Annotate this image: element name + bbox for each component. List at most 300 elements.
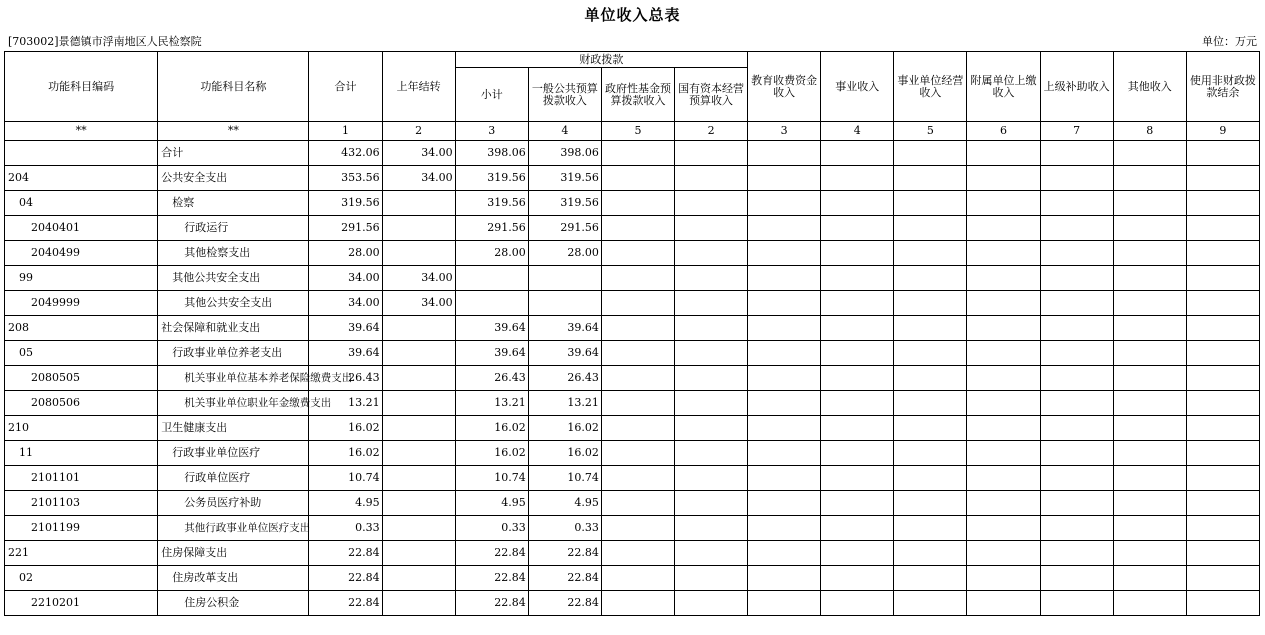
cell-carryover: 34.00 — [382, 141, 455, 166]
cell-empty — [675, 566, 748, 591]
cell-empty — [1113, 591, 1186, 616]
cell-func-name: 合计 — [158, 141, 309, 166]
table-row — [5, 591, 1260, 616]
index-cell: 5 — [894, 122, 967, 141]
cell-func-code: 2049999 — [5, 291, 158, 316]
cell-subtotal: 39.64 — [455, 341, 528, 366]
cell-subtotal: 319.56 — [455, 191, 528, 216]
cell-func-code: 2210201 — [5, 591, 158, 616]
cell-empty — [748, 591, 821, 616]
table-row — [5, 416, 1260, 441]
index-cell: 2 — [675, 122, 748, 141]
cell-empty — [967, 591, 1040, 616]
header-business-operation: 事业单位经营收入 — [894, 52, 967, 122]
cell-empty — [821, 266, 894, 291]
cell-empty — [967, 516, 1040, 541]
cell-general-budget: 22.84 — [528, 541, 601, 566]
cell-empty — [1186, 391, 1259, 416]
cell-empty — [748, 266, 821, 291]
cell-empty — [1113, 416, 1186, 441]
cell-func-name: 社会保障和就业支出 — [158, 316, 309, 341]
cell-subtotal: 16.02 — [455, 416, 528, 441]
cell-empty — [601, 141, 674, 166]
cell-empty — [675, 191, 748, 216]
index-cell: 3 — [455, 122, 528, 141]
cell-empty — [1186, 266, 1259, 291]
cell-func-name: 其他行政事业单位医疗支出 — [158, 516, 309, 541]
table-row — [5, 466, 1260, 491]
cell-empty — [748, 416, 821, 441]
cell-empty — [967, 141, 1040, 166]
cell-empty — [675, 216, 748, 241]
cell-empty — [821, 466, 894, 491]
cell-empty — [1186, 491, 1259, 516]
cell-func-code: 2040401 — [5, 216, 158, 241]
cell-empty — [894, 341, 967, 366]
cell-empty — [821, 141, 894, 166]
cell-func-code: 204 — [5, 166, 158, 191]
cell-empty — [894, 441, 967, 466]
header-non-fiscal-balance: 使用非财政拨款结余 — [1186, 52, 1259, 122]
cell-func-name: 卫生健康支出 — [158, 416, 309, 441]
cell-general-budget: 39.64 — [528, 341, 601, 366]
cell-total: 34.00 — [309, 266, 382, 291]
cell-empty — [1040, 141, 1113, 166]
cell-empty — [748, 291, 821, 316]
cell-carryover — [382, 341, 455, 366]
cell-empty — [821, 366, 894, 391]
cell-subtotal: 10.74 — [455, 466, 528, 491]
cell-empty — [967, 341, 1040, 366]
cell-general-budget: 22.84 — [528, 566, 601, 591]
cell-empty — [894, 491, 967, 516]
cell-empty — [1186, 566, 1259, 591]
table-row — [5, 316, 1260, 341]
cell-empty — [1113, 391, 1186, 416]
header-other: 其他收入 — [1113, 52, 1186, 122]
cell-total: 22.84 — [309, 566, 382, 591]
table-row — [5, 391, 1260, 416]
cell-general-budget: 16.02 — [528, 441, 601, 466]
cell-subtotal — [455, 266, 528, 291]
cell-carryover: 34.00 — [382, 166, 455, 191]
index-cell: 4 — [821, 122, 894, 141]
header-affiliated: 附属单位上缴收入 — [967, 52, 1040, 122]
cell-total: 39.64 — [309, 316, 382, 341]
cell-empty — [821, 341, 894, 366]
table-row — [5, 366, 1260, 391]
cell-empty — [1113, 491, 1186, 516]
cell-empty — [967, 466, 1040, 491]
cell-empty — [1113, 316, 1186, 341]
cell-carryover — [382, 391, 455, 416]
header-func-name: 功能科目名称 — [158, 52, 309, 122]
income-summary-table — [4, 51, 1260, 616]
cell-carryover — [382, 241, 455, 266]
cell-general-budget: 319.56 — [528, 166, 601, 191]
cell-func-code — [5, 141, 158, 166]
cell-empty — [967, 316, 1040, 341]
cell-func-name: 行政单位医疗 — [158, 466, 309, 491]
cell-general-budget: 26.43 — [528, 366, 601, 391]
header-edu-fee: 教育收费资金收入 — [748, 52, 821, 122]
cell-empty — [894, 566, 967, 591]
cell-empty — [967, 566, 1040, 591]
index-cell: 3 — [748, 122, 821, 141]
cell-empty — [675, 291, 748, 316]
cell-empty — [821, 291, 894, 316]
cell-empty — [1186, 366, 1259, 391]
cell-empty — [1040, 591, 1113, 616]
cell-empty — [1040, 541, 1113, 566]
cell-empty — [821, 191, 894, 216]
index-cell: 1 — [309, 122, 382, 141]
index-cell: 6 — [967, 122, 1040, 141]
cell-func-name: 机关事业单位职业年金缴费支出 — [158, 391, 309, 416]
table-row — [5, 266, 1260, 291]
index-cell: 2 — [382, 122, 455, 141]
cell-total: 10.74 — [309, 466, 382, 491]
cell-func-name: 公共安全支出 — [158, 166, 309, 191]
cell-empty — [601, 366, 674, 391]
cell-total: 39.64 — [309, 341, 382, 366]
cell-subtotal: 319.56 — [455, 166, 528, 191]
cell-empty — [748, 191, 821, 216]
cell-func-code: 2080506 — [5, 391, 158, 416]
cell-empty — [1040, 291, 1113, 316]
cell-carryover — [382, 216, 455, 241]
cell-empty — [601, 516, 674, 541]
cell-empty — [675, 491, 748, 516]
cell-empty — [675, 466, 748, 491]
cell-func-name: 其他检察支出 — [158, 241, 309, 266]
cell-empty — [601, 291, 674, 316]
header-fiscal-group: 财政拨款 — [455, 52, 747, 68]
cell-empty — [675, 166, 748, 191]
cell-empty — [675, 366, 748, 391]
cell-func-code: 2080505 — [5, 366, 158, 391]
table-row — [5, 166, 1260, 191]
cell-empty — [748, 166, 821, 191]
cell-subtotal: 291.56 — [455, 216, 528, 241]
cell-func-code: 04 — [5, 191, 158, 216]
cell-empty — [1040, 391, 1113, 416]
cell-carryover: 34.00 — [382, 266, 455, 291]
cell-empty — [1186, 166, 1259, 191]
cell-empty — [601, 491, 674, 516]
cell-func-name: 其他公共安全支出 — [158, 266, 309, 291]
index-cell: 7 — [1040, 122, 1113, 141]
cell-empty — [1186, 466, 1259, 491]
cell-general-budget — [528, 266, 601, 291]
cell-empty — [748, 491, 821, 516]
cell-empty — [601, 166, 674, 191]
cell-empty — [894, 591, 967, 616]
header-total: 合计 — [309, 52, 382, 122]
cell-empty — [1186, 316, 1259, 341]
cell-empty — [821, 166, 894, 191]
cell-subtotal: 26.43 — [455, 366, 528, 391]
cell-empty — [967, 266, 1040, 291]
cell-general-budget: 4.95 — [528, 491, 601, 516]
cell-empty — [601, 191, 674, 216]
cell-empty — [1186, 141, 1259, 166]
cell-func-code: 2101199 — [5, 516, 158, 541]
cell-empty — [1186, 416, 1259, 441]
cell-empty — [675, 391, 748, 416]
cell-empty — [601, 416, 674, 441]
cell-subtotal: 0.33 — [455, 516, 528, 541]
cell-empty — [748, 541, 821, 566]
cell-func-name: 机关事业单位基本养老保险缴费支出 — [158, 366, 309, 391]
cell-subtotal: 28.00 — [455, 241, 528, 266]
table-row — [5, 491, 1260, 516]
cell-subtotal: 22.84 — [455, 566, 528, 591]
cell-subtotal: 39.64 — [455, 316, 528, 341]
cell-carryover — [382, 591, 455, 616]
cell-empty — [601, 441, 674, 466]
cell-carryover — [382, 491, 455, 516]
cell-empty — [821, 566, 894, 591]
cell-total: 28.00 — [309, 241, 382, 266]
cell-subtotal: 398.06 — [455, 141, 528, 166]
cell-carryover — [382, 516, 455, 541]
header-superior-subsidy: 上级补助收入 — [1040, 52, 1113, 122]
cell-empty — [601, 466, 674, 491]
cell-empty — [1113, 566, 1186, 591]
cell-carryover — [382, 416, 455, 441]
cell-empty — [821, 441, 894, 466]
header-business: 事业收入 — [821, 52, 894, 122]
cell-func-name: 公务员医疗补助 — [158, 491, 309, 516]
cell-total: 353.56 — [309, 166, 382, 191]
cell-empty — [894, 516, 967, 541]
index-cell: 8 — [1113, 122, 1186, 141]
cell-total: 13.21 — [309, 391, 382, 416]
cell-empty — [1186, 241, 1259, 266]
cell-func-code: 2101101 — [5, 466, 158, 491]
cell-empty — [1113, 466, 1186, 491]
cell-carryover — [382, 541, 455, 566]
table-row — [5, 341, 1260, 366]
index-cell: 4 — [528, 122, 601, 141]
cell-empty — [821, 591, 894, 616]
cell-empty — [1040, 166, 1113, 191]
cell-empty — [1186, 441, 1259, 466]
cell-empty — [894, 291, 967, 316]
cell-empty — [748, 466, 821, 491]
cell-func-code: 208 — [5, 316, 158, 341]
table-row — [5, 441, 1260, 466]
cell-general-budget — [528, 291, 601, 316]
cell-func-code: 02 — [5, 566, 158, 591]
cell-empty — [894, 266, 967, 291]
cell-empty — [821, 391, 894, 416]
cell-subtotal: 22.84 — [455, 541, 528, 566]
cell-empty — [748, 566, 821, 591]
cell-empty — [967, 241, 1040, 266]
cell-func-name: 住房公积金 — [158, 591, 309, 616]
cell-general-budget: 22.84 — [528, 591, 601, 616]
cell-empty — [601, 591, 674, 616]
header-subtotal: 小计 — [455, 68, 528, 122]
cell-empty — [894, 416, 967, 441]
cell-empty — [1113, 191, 1186, 216]
cell-empty — [821, 416, 894, 441]
cell-func-code: 2101103 — [5, 491, 158, 516]
table-row — [5, 516, 1260, 541]
cell-empty — [1186, 191, 1259, 216]
cell-empty — [1040, 416, 1113, 441]
cell-subtotal — [455, 291, 528, 316]
cell-empty — [821, 216, 894, 241]
cell-empty — [1040, 566, 1113, 591]
cell-empty — [1113, 141, 1186, 166]
cell-general-budget: 291.56 — [528, 216, 601, 241]
cell-general-budget: 398.06 — [528, 141, 601, 166]
cell-empty — [967, 416, 1040, 441]
cell-empty — [1186, 591, 1259, 616]
cell-total: 291.56 — [309, 216, 382, 241]
cell-total: 34.00 — [309, 291, 382, 316]
cell-carryover — [382, 466, 455, 491]
cell-empty — [601, 241, 674, 266]
cell-empty — [1113, 441, 1186, 466]
cell-func-code: 05 — [5, 341, 158, 366]
cell-empty — [967, 191, 1040, 216]
cell-empty — [894, 391, 967, 416]
page-title: 单位收入总表 — [584, 6, 681, 24]
column-index-row — [5, 122, 1260, 141]
cell-total: 319.56 — [309, 191, 382, 216]
cell-empty — [894, 216, 967, 241]
cell-general-budget: 28.00 — [528, 241, 601, 266]
cell-empty — [1040, 191, 1113, 216]
cell-general-budget: 39.64 — [528, 316, 601, 341]
cell-empty — [894, 316, 967, 341]
cell-total: 0.33 — [309, 516, 382, 541]
cell-empty — [894, 241, 967, 266]
cell-subtotal: 13.21 — [455, 391, 528, 416]
cell-empty — [675, 541, 748, 566]
cell-empty — [1186, 341, 1259, 366]
cell-empty — [675, 266, 748, 291]
table-row — [5, 216, 1260, 241]
cell-empty — [967, 166, 1040, 191]
cell-empty — [675, 516, 748, 541]
cell-empty — [601, 341, 674, 366]
cell-func-name: 检察 — [158, 191, 309, 216]
cell-empty — [748, 316, 821, 341]
cell-total: 26.43 — [309, 366, 382, 391]
cell-empty — [1186, 541, 1259, 566]
cell-func-code: 99 — [5, 266, 158, 291]
table-row — [5, 541, 1260, 566]
table-row — [5, 141, 1260, 166]
cell-empty — [1113, 516, 1186, 541]
cell-empty — [1113, 266, 1186, 291]
cell-empty — [675, 341, 748, 366]
cell-empty — [821, 491, 894, 516]
cell-empty — [1040, 216, 1113, 241]
cell-func-name: 行政运行 — [158, 216, 309, 241]
cell-empty — [1040, 316, 1113, 341]
cell-empty — [675, 241, 748, 266]
cell-empty — [967, 216, 1040, 241]
cell-empty — [748, 366, 821, 391]
table-row — [5, 191, 1260, 216]
cell-empty — [748, 441, 821, 466]
table-row — [5, 566, 1260, 591]
cell-empty — [1113, 341, 1186, 366]
cell-empty — [675, 141, 748, 166]
cell-general-budget: 10.74 — [528, 466, 601, 491]
cell-empty — [821, 241, 894, 266]
cell-func-code: 11 — [5, 441, 158, 466]
header-general-budget: 一般公共预算拨款收入 — [528, 68, 601, 122]
header-func-code: 功能科目编码 — [5, 52, 158, 122]
cell-func-name: 住房改革支出 — [158, 566, 309, 591]
cell-empty — [1113, 366, 1186, 391]
cell-empty — [601, 216, 674, 241]
cell-empty — [967, 391, 1040, 416]
cell-empty — [821, 316, 894, 341]
cell-carryover — [382, 316, 455, 341]
cell-total: 16.02 — [309, 416, 382, 441]
cell-empty — [675, 441, 748, 466]
cell-empty — [821, 516, 894, 541]
cell-empty — [748, 391, 821, 416]
cell-func-name: 其他公共安全支出 — [158, 291, 309, 316]
header-carryover: 上年结转 — [382, 52, 455, 122]
cell-subtotal: 4.95 — [455, 491, 528, 516]
cell-empty — [601, 541, 674, 566]
cell-empty — [967, 491, 1040, 516]
cell-total: 432.06 — [309, 141, 382, 166]
cell-subtotal: 22.84 — [455, 591, 528, 616]
cell-empty — [1186, 291, 1259, 316]
cell-empty — [821, 541, 894, 566]
cell-func-code: 221 — [5, 541, 158, 566]
cell-general-budget: 13.21 — [528, 391, 601, 416]
cell-empty — [748, 341, 821, 366]
header-state-capital: 国有资本经营预算收入 — [675, 68, 748, 122]
index-cell: ** — [158, 122, 309, 141]
cell-empty — [748, 516, 821, 541]
cell-empty — [1040, 366, 1113, 391]
cell-empty — [894, 141, 967, 166]
cell-empty — [675, 591, 748, 616]
cell-empty — [1040, 266, 1113, 291]
cell-empty — [967, 541, 1040, 566]
cell-empty — [748, 241, 821, 266]
cell-total: 22.84 — [309, 591, 382, 616]
cell-empty — [748, 141, 821, 166]
cell-empty — [1113, 241, 1186, 266]
cell-empty — [1113, 541, 1186, 566]
cell-empty — [1040, 491, 1113, 516]
unit-label: 单位：万元 — [1202, 35, 1257, 48]
cell-empty — [894, 541, 967, 566]
cell-empty — [1113, 291, 1186, 316]
cell-empty — [748, 216, 821, 241]
cell-carryover — [382, 191, 455, 216]
cell-empty — [1040, 241, 1113, 266]
cell-empty — [1040, 516, 1113, 541]
cell-empty — [894, 466, 967, 491]
cell-empty — [894, 366, 967, 391]
cell-empty — [601, 391, 674, 416]
